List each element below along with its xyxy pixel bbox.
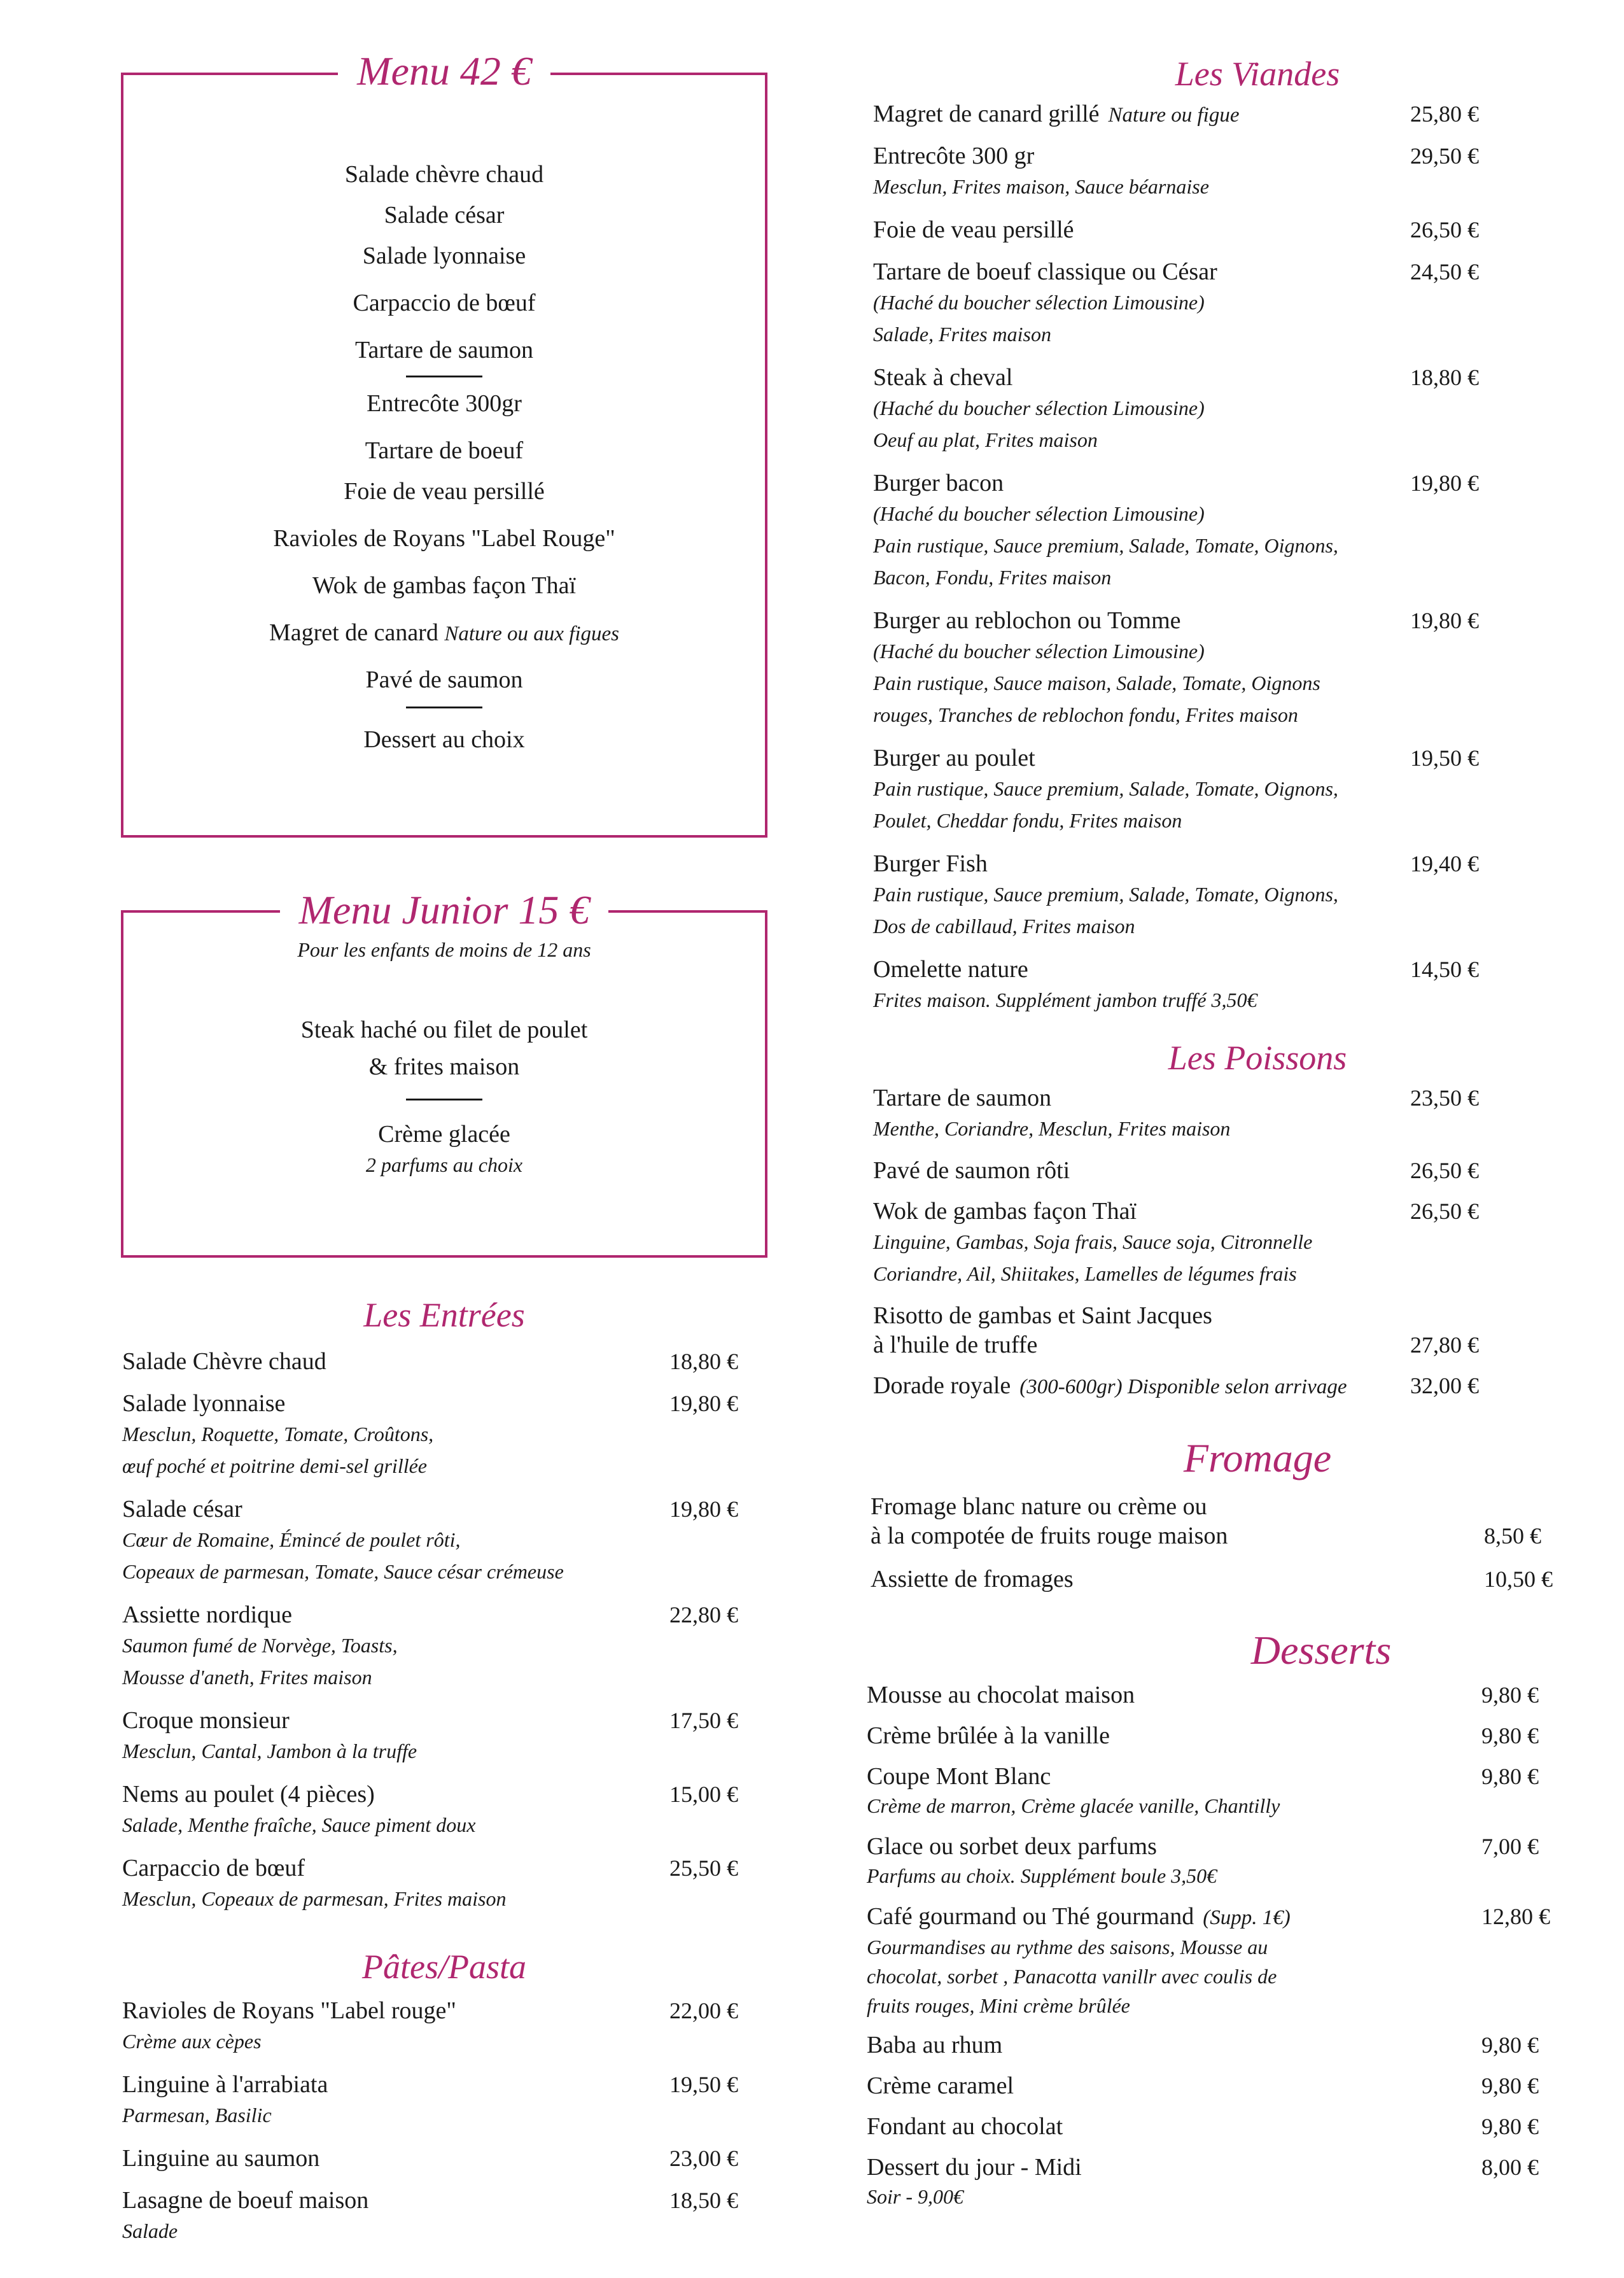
menu-item [122, 2186, 759, 2247]
menu-item [867, 1762, 1592, 1820]
menu-item-description: Cœur de Romaine, Émincé de poulet rôti, [122, 1528, 461, 1551]
menu-item-price: 19,50 € [1410, 745, 1479, 771]
menu-item-description: Salade, Frites maison [873, 323, 1051, 346]
menu-item-description: Mesclun, Frites maison, Sauce béarnaise [873, 175, 1209, 198]
menu-item-price: 26,50 € [1410, 217, 1479, 243]
menu-item-description: Salade, Menthe fraîche, Sauce piment doux [122, 1813, 476, 1836]
menu-item-price: 7,00 € [1481, 1834, 1539, 1859]
menu-item-name-text: Fondant au chocolat [867, 2113, 1063, 2140]
menu-item [867, 2071, 1592, 2100]
menu-item-description: Copeaux de parmesan, Tomate, Sauce césar crémeuse [122, 1560, 564, 1583]
menu-item-price: 18,80 € [669, 1349, 738, 1374]
menu-item-name [122, 1600, 759, 1629]
menu-item-description: Pain rustique, Sauce premium, Salade, Tomate, Oignons, [873, 777, 1338, 800]
section-title-pates: Pâtes/Pasta [362, 1948, 526, 1986]
menu-item-description: Salade [122, 2219, 178, 2242]
menu-item [867, 1721, 1592, 1750]
menu-item-name-text: Steak à cheval [873, 364, 1013, 391]
menu-item [873, 1371, 1579, 1402]
menu-item-price: 23,50 € [1410, 1085, 1479, 1111]
menu-item-price: 19,80 € [1410, 608, 1479, 633]
menu-item-price: 25,50 € [669, 1855, 738, 1881]
menu-junior-line: Steak haché ou filet de poulet [300, 1016, 588, 1043]
menu-item-name-text: Magret de canard grillé [873, 101, 1100, 127]
menu-item [122, 1600, 759, 1693]
menu-item-name [122, 1780, 759, 1809]
menu-item-description: chocolat, sorbet , Panacotta vanillr avec coulis de [867, 1965, 1277, 1988]
menu-item-price: 19,80 € [669, 1496, 738, 1522]
menu-item-name-text: Glace ou sorbet deux parfums [867, 1833, 1157, 1860]
menu-item-name-text: Burger au reblochon ou Tomme [873, 607, 1181, 634]
menu-item-price: 10,50 € [1484, 1566, 1553, 1592]
menu-item-price: 8,50 € [1484, 1523, 1541, 1549]
menu-item-name-text: Fromage blanc nature ou crème ou [871, 1493, 1207, 1520]
menu-42-entree: Carpaccio de bœuf [353, 290, 536, 316]
menu-item-description: Dos de cabillaud, Frites maison [873, 915, 1135, 938]
menu-item-name-text: Burger Fish [873, 850, 988, 877]
menu-item-name-text: Assiette nordique [122, 1601, 293, 1628]
menu-item-price: 29,50 € [1410, 143, 1479, 169]
menu-junior-dessert: Crème glacée [378, 1121, 510, 1148]
menu-42-plat-note: Nature ou aux figues [444, 622, 620, 645]
menu-item [122, 1706, 759, 1767]
menu-item-description: Poulet, Cheddar fondu, Frites maison [873, 809, 1182, 832]
menu-item-name-text: Omelette nature [873, 956, 1028, 983]
menu-item [873, 849, 1579, 942]
menu-item [873, 1083, 1579, 1144]
menu-junior-subtitle: Pour les enfants de moins de 12 ans [297, 938, 591, 961]
menu-item-name-text: Baba au rhum [867, 2032, 1003, 2058]
menu-item-price: 19,80 € [669, 1391, 738, 1416]
menu-42-plat: Tartare de boeuf [365, 437, 524, 464]
menu-42-entree: Salade césar [384, 202, 505, 229]
menu-item-description: Mesclun, Cantal, Jambon à la truffe [122, 1740, 417, 1762]
menu-42-dessert: Dessert au choix [363, 726, 525, 753]
separator [406, 707, 482, 708]
menu-item [122, 2070, 759, 2131]
section-title-entrees: Les Entrées [363, 1296, 525, 1334]
menu-42-box [121, 48, 767, 838]
menu-item-price: 18,50 € [669, 2188, 738, 2213]
menu-item-price: 12,80 € [1481, 1904, 1550, 1929]
menu-item-price: 19,80 € [1410, 470, 1479, 496]
menu-item-description: rouges, Tranches de reblochon fondu, Frites maison [873, 703, 1298, 726]
menu-item-price: 32,00 € [1410, 1373, 1479, 1398]
menu-item [867, 1902, 1592, 2020]
menu-item-description: Coriandre, Ail, Shiitakes, Lamelles de légumes frais [873, 1262, 1297, 1285]
menu-item-description: Frites maison. Supplément jambon truffé 3,50€ [873, 988, 1257, 1011]
menu-item [873, 743, 1579, 836]
menu-item-price: 23,00 € [669, 2146, 738, 2171]
menu-item [873, 1197, 1579, 1290]
menu-item-price: 9,80 € [1481, 1682, 1539, 1708]
menu-item-price: 19,40 € [1410, 851, 1479, 876]
menu-item [871, 1492, 1596, 1550]
menu-item-name-text: Salade césar [122, 1496, 242, 1522]
menu-item-name-text: Dorade royale [873, 1372, 1011, 1399]
menu-item-name-text: Ravioles de Royans "Label rouge" [122, 1997, 456, 2024]
separator [406, 1099, 482, 1100]
menu-42-plat [123, 619, 765, 648]
menu-item-description: Parfums au choix. Supplément boule 3,50€ [867, 1864, 1217, 1887]
menu-item-price: 27,80 € [1410, 1332, 1479, 1358]
menu-item-description: Pain rustique, Sauce premium, Salade, Tomate, Oignons, [873, 534, 1338, 557]
menu-42-plat: Ravioles de Royans "Label Rouge" [273, 525, 615, 552]
menu-junior-line: & frites maison [368, 1053, 520, 1080]
menu-item-description: (Haché du boucher sélection Limousine) [873, 502, 1205, 525]
menu-item-description: Pain rustique, Sauce premium, Salade, Tomate, Oignons, [873, 883, 1338, 906]
menu-item [873, 363, 1579, 456]
menu-item-name-text: Lasagne de boeuf maison [122, 2187, 369, 2214]
menu-item-name [122, 1996, 759, 2025]
menu-item [867, 1832, 1592, 1890]
menu-item-name-text: Coupe Mont Blanc [867, 1763, 1051, 1790]
menu-item-description: (Haché du boucher sélection Limousine) [873, 291, 1205, 314]
menu-42-plat: Foie de veau persillé [344, 478, 545, 505]
menu-item-name-text: Pavé de saumon rôti [873, 1157, 1070, 1184]
menu-item-description: Crème aux cèpes [122, 2030, 262, 2053]
menu-item [873, 1301, 1579, 1360]
menu-item-description: œuf poché et poitrine demi-sel grillée [122, 1454, 427, 1477]
menu-item-description: Mousse d'aneth, Frites maison [122, 1666, 372, 1689]
menu-item [873, 257, 1579, 350]
menu-item-price: 9,80 € [1481, 1764, 1539, 1789]
menu-item-name [122, 1853, 759, 1883]
menu-item-price: 22,00 € [669, 1998, 738, 2023]
menu-item [873, 1156, 1579, 1185]
menu-item-description: Mesclun, Roquette, Tomate, Croûtons, [122, 1423, 434, 1445]
section-title-desserts: Desserts [1250, 1628, 1392, 1673]
section-title-poissons: Les Poissons [1168, 1039, 1347, 1077]
menu-item [122, 1494, 759, 1587]
menu-item-price: 26,50 € [1410, 1199, 1479, 1224]
menu-item-name [122, 2070, 759, 2099]
menu-item-name [122, 1494, 759, 1524]
menu-item-name-text: Burger bacon [873, 470, 1004, 496]
menu-item-description: (Haché du boucher sélection Limousine) [873, 397, 1205, 419]
menu-item-price: 9,80 € [1481, 2032, 1539, 2058]
menu-item [122, 1347, 759, 1376]
menu-item-description: Mesclun, Copeaux de parmesan, Frites maison [122, 1887, 507, 1910]
menu-item-name-text: Salade lyonnaise [122, 1390, 286, 1417]
menu-item-name-text: Croque monsieur [122, 1707, 290, 1734]
menu-item [873, 606, 1579, 731]
right-column [812, 0, 1624, 2278]
menu-item-description: Soir - 9,00€ [867, 2185, 963, 2208]
menu-42-title: Menu 42 € [123, 51, 765, 92]
menu-item-price: 17,50 € [669, 1708, 738, 1733]
menu-item [122, 1853, 759, 1915]
menu-item [867, 2030, 1592, 2060]
menu-item [122, 1780, 759, 1841]
menu-item-name-line2: à la compotée de fruits rouge maison [871, 1522, 1228, 1549]
menu-item-description: Bacon, Fondu, Frites maison [873, 566, 1112, 589]
menu-item-name-text: Linguine à l'arrabiata [122, 2071, 328, 2098]
menu-item [873, 955, 1579, 1016]
menu-item-price: 14,50 € [1410, 957, 1479, 982]
menu-item-name-line2: à l'huile de truffe [873, 1332, 1038, 1358]
menu-item-name-text: Dessert du jour - Midi [867, 2154, 1082, 2181]
menu-item-name [871, 1492, 1596, 1521]
menu-item-name [122, 1389, 759, 1418]
menu-item [867, 2153, 1592, 2211]
menu-item-description: Pain rustique, Sauce maison, Salade, Tomate, Oignons [873, 671, 1320, 694]
menu-item [873, 99, 1579, 130]
menu-item-price: 9,80 € [1481, 2073, 1539, 2099]
menu-item-name-text: Carpaccio de bœuf [122, 1855, 305, 1881]
menu-42-entree: Salade lyonnaise [362, 243, 526, 269]
menu-junior-dessert-note: 2 parfums au choix [365, 1153, 523, 1176]
menu-item-name-text: Tartare de boeuf classique ou César [873, 258, 1217, 285]
menu-item-name-text: Burger au poulet [873, 745, 1035, 771]
menu-42-plat-name: Magret de canard [269, 619, 438, 646]
menu-item-name-text: Risotto de gambas et Saint Jacques [873, 1302, 1212, 1329]
menu-item-price: 25,80 € [1410, 101, 1479, 127]
menu-item [871, 1564, 1596, 1594]
menu-item-price: 22,80 € [669, 1602, 738, 1628]
menu-item [122, 2144, 759, 2173]
menu-item-description: Oeuf au plat, Frites maison [873, 428, 1098, 451]
menu-item-name-text: Nems au poulet (4 pièces) [122, 1781, 375, 1808]
menu-item-note: Nature ou figue [1108, 104, 1240, 127]
menu-item [867, 1680, 1592, 1710]
menu-item-name-text: Mousse au chocolat maison [867, 1682, 1135, 1708]
menu-junior-title: Menu Junior 15 € [123, 890, 765, 931]
menu-item-description: Crème de marron, Crème glacée vanille, Chantilly [867, 1794, 1280, 1817]
menu-item-price: 26,50 € [1410, 1158, 1479, 1183]
menu-item-name-text: Crème caramel [867, 2072, 1014, 2099]
section-title-viandes: Les Viandes [1175, 55, 1340, 93]
menu-item-name [873, 1301, 1579, 1330]
menu-junior-box [121, 887, 767, 1258]
menu-item [122, 1996, 759, 2057]
menu-item-note: (300-600gr) Disponible selon arrivage [1019, 1375, 1347, 1398]
menu-item-price: 18,80 € [1410, 365, 1479, 390]
menu-42-plat: Entrecôte 300gr [367, 390, 522, 417]
menu-item-name-text: Crème brûlée à la vanille [867, 1722, 1110, 1749]
menu-item-name-text: Linguine au saumon [122, 2145, 320, 2172]
menu-item-name-text: Assiette de fromages [871, 1566, 1074, 1592]
menu-item-description: fruits rouges, Mini crème brûlée [867, 1994, 1130, 2017]
menu-item [873, 468, 1579, 593]
menu-42-entree: Tartare de saumon [354, 337, 534, 363]
menu-42-plat: Wok de gambas façon Thaï [312, 572, 577, 599]
menu-item-name [122, 1347, 759, 1376]
menu-42-entree: Salade chèvre chaud [344, 161, 544, 188]
menu-item-name-text: Entrecôte 300 gr [873, 143, 1035, 169]
menu-item-name-text: Café gourmand ou Thé gourmand [867, 1903, 1194, 1930]
menu-item-price: 15,00 € [669, 1782, 738, 1807]
menu-item-price: 9,80 € [1481, 2114, 1539, 2139]
menu-item-price: 19,50 € [669, 2072, 738, 2097]
menu-item-price: 8,00 € [1481, 2155, 1539, 2180]
menu-item-name [122, 2186, 759, 2215]
menu-item-name-text: Wok de gambas façon Thaï [873, 1198, 1137, 1225]
menu-item-description: Gourmandises au rythme des saisons, Mousse au [867, 1936, 1268, 1958]
separator [406, 376, 482, 377]
menu-item-name-text: Salade Chèvre chaud [122, 1348, 326, 1375]
menu-item-name [122, 1706, 759, 1735]
menu-42-plat: Pavé de saumon [365, 666, 523, 693]
menu-item-description: Saumon fumé de Norvège, Toasts, [122, 1634, 398, 1657]
menu-item-name-text: Tartare de saumon [873, 1085, 1052, 1111]
menu-item [122, 1389, 759, 1482]
menu-item [873, 141, 1579, 202]
menu-item-name-text: Foie de veau persillé [873, 216, 1074, 243]
menu-item [867, 2112, 1592, 2141]
menu-item-price: 9,80 € [1481, 1723, 1539, 1748]
section-title-fromage: Fromage [1183, 1435, 1332, 1480]
menu-item-name [122, 2144, 759, 2173]
menu-item-description: Parmesan, Basilic [122, 2104, 272, 2127]
menu-item-price: 24,50 € [1410, 259, 1479, 285]
menu-item-note: (Supp. 1€) [1203, 1906, 1291, 1929]
menu-item-description: (Haché du boucher sélection Limousine) [873, 640, 1205, 663]
menu-item-description: Menthe, Coriandre, Mesclun, Frites maison [873, 1117, 1231, 1140]
menu-item [873, 215, 1579, 244]
menu-item-description: Linguine, Gambas, Soja frais, Sauce soja, Citronnelle [873, 1230, 1313, 1253]
